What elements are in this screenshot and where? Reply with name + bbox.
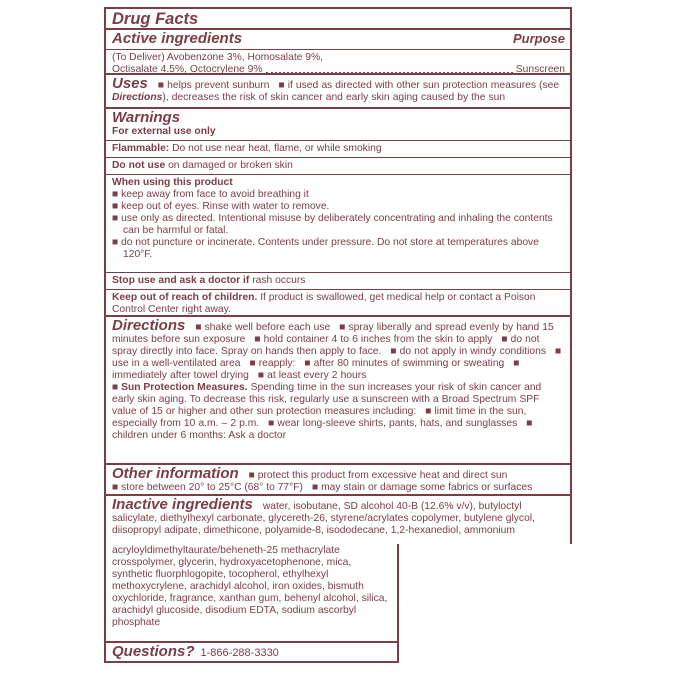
uses-item-2-text: ■ if used as directed with other sun protection measures (see (278, 80, 560, 91)
divider (106, 174, 570, 175)
section-questions (104, 641, 399, 663)
sun-protection-paragraph (112, 382, 565, 442)
inactive-ingredients-text-wide: water, isobutane, SD alcohol 40-B (12.6% v/v), butyloctyl salicylate, diethylhexyl carbonate, glycereth-26, styrene/acrylates copolymer, butylene glycol, diisopropyl adipate, dimethicone, polyamide-8, isododecane, 1,2-hexanediol, ammonium (112, 501, 535, 536)
warnings-heading: Warnings (112, 109, 181, 126)
do-not-use-line (112, 160, 565, 172)
stop-use-line (112, 275, 565, 287)
when-using-item: ■ use only as directed. Intentional misuse by deliberately concentrating and inhaling the contents can be harmful or fatal. (112, 213, 553, 236)
other-information-line1 (112, 466, 565, 482)
section-drug-facts-title (104, 7, 572, 30)
inactive-ingredients-heading: Inactive ingredients (112, 496, 253, 513)
directions-item: ■ use in a well-ventilated area (112, 346, 562, 369)
drug-facts-title: Drug Facts (112, 10, 199, 28)
active-ingredients-heading: Active ingredients (112, 30, 243, 47)
uses-item-2-tail: ), decreases the risk of skin cancer and early skin aging caused by the sun (162, 92, 506, 103)
directions-item: ■ do not spray directly into face. Spray on hands then apply to face. (112, 334, 540, 357)
sun-protection-item: ■ children under 6 months: Ask a doctor (112, 418, 533, 441)
keep-out-lead: Keep out of reach of children. (112, 292, 258, 303)
when-using-list (112, 189, 565, 261)
active-ingredients-line2-text: Octisalate 4.5%, Octocrylene 9% (112, 64, 263, 75)
uses-heading: Uses (112, 75, 148, 92)
purpose-value: Sunscreen (515, 64, 565, 75)
stop-use-lead: Stop use and ask a doctor if (112, 275, 250, 286)
other-information-item: ■ protect this product from excessive heat and direct sun (248, 470, 508, 481)
directions-item: ■ after 80 minutes of swimming or sweating (304, 358, 505, 369)
when-using-item: ■ keep away from face to avoid breathing it (112, 189, 309, 200)
section-other-information (104, 463, 572, 496)
other-information-heading: Other information (112, 465, 239, 482)
section-active-ingredients (104, 28, 572, 75)
questions-phone-number: 1-866-288-3330 (200, 647, 279, 659)
drug-facts-label (104, 7, 572, 663)
questions-heading: Questions? (112, 643, 195, 660)
divider (106, 289, 570, 290)
divider (106, 49, 570, 50)
divider (106, 157, 570, 158)
directions-item: ■ immediately after towel drying (112, 358, 520, 381)
sun-protection-item: ■ limit time in the sun, especially from 10 a.m. – 2 p.m. (112, 406, 527, 429)
inactive-ingredients-text-narrow: acryloyldimethyltaurate/beheneth-25 methacrylate crosspolymer, glycerin, hydroxyacetophenone, mica, synthetic fluorphlogopite, tocopherol, ethylhexyl methoxycrylene, arachidyl alcohol, iron oxides, bismuth oxychloride, fragrance, xanthan gum, behenyl alcohol, silica, arachidyl glucoside, disodium EDTA, sodium ascorbyl phosphate (112, 545, 388, 628)
keep-out-text: If product is swallowed, get medical help or contact a Poison Control Center right away. (112, 292, 536, 315)
directions-item: ■ spray liberally and spread evenly by hand 15 minutes before sun exposure (112, 322, 554, 345)
directions-item: ■ do not apply in windy conditions (390, 346, 546, 357)
flammable-text: Do not use near heat, flame, or while smoking (169, 143, 382, 154)
when-using-heading: When using this product (112, 177, 233, 188)
keep-out-line (112, 292, 565, 316)
directions-paragraph (112, 318, 565, 382)
section-uses (104, 73, 572, 109)
section-warnings (104, 107, 572, 317)
do-not-use-text: on damaged or broken skin (165, 160, 293, 171)
uses-directions-reference: Directions (112, 92, 163, 103)
sun-protection-text: Spending time in the sun increases your risk of skin cancer and early skin aging. To decrease this risk, regularly use a sunscreen with a Broad Spectrum SPF value of 15 or higher and other sun protection measures including: (112, 382, 542, 417)
active-ingredients-heading-row (112, 31, 565, 47)
other-information-item: ■ store between 20° to 25°C (68° to 77°F) (112, 482, 303, 493)
section-directions (104, 315, 572, 465)
external-use-line: For external use only (112, 126, 216, 137)
divider (106, 272, 570, 273)
other-information-line2 (112, 482, 565, 494)
directions-item: ■ at least every 2 hours (257, 370, 367, 381)
when-using-item: ■ do not puncture or incinerate. Contents under pressure. Do not store at temperatures above 120°F. (112, 237, 539, 260)
flammable-lead: Flammable: (112, 143, 170, 154)
active-ingredients-line1: (To Deliver) Avobenzone 3%, Homosalate 9%, (112, 52, 324, 63)
sun-protection-heading: ■ Sun Protection Measures. (112, 382, 248, 393)
section-inactive-ingredients-narrow (104, 544, 399, 641)
directions-item: ■ hold container 4 to 6 inches from the skin to apply (254, 334, 493, 345)
uses-item-1: ■ helps prevent sunburn (157, 80, 270, 91)
section-inactive-ingredients-wide (104, 494, 572, 544)
other-information-item: ■ may stain or damage some fabrics or surfaces (311, 482, 533, 493)
directions-item: ■ shake well before each use (195, 322, 331, 333)
when-using-item: ■ keep out of eyes. Rinse with water to remove. (112, 201, 330, 212)
directions-heading: Directions (112, 317, 186, 334)
stop-use-text: rash occurs (249, 275, 306, 286)
directions-item: ■ reapply: (249, 358, 296, 369)
do-not-use-lead: Do not use (112, 160, 166, 171)
sun-protection-item: ■ wear long-sleeve shirts, pants, hats, and sunglasses (268, 418, 518, 429)
purpose-heading: Purpose (512, 31, 565, 46)
divider (106, 140, 570, 141)
flammable-line (112, 143, 565, 155)
